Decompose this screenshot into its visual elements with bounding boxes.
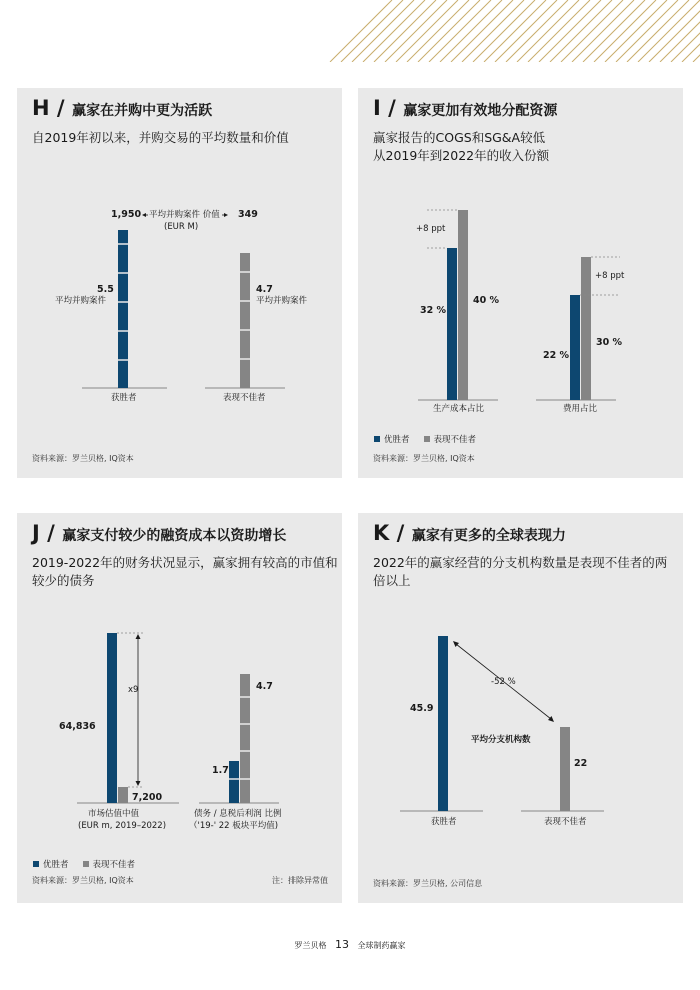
h-arrowhead-left (142, 213, 146, 217)
panel-k-chart (358, 513, 683, 903)
i-bar-g2-winner (570, 295, 580, 400)
legend-winner-label: 优胜者 (384, 435, 410, 445)
i-cat-2: 费用占比 (563, 404, 598, 414)
j-cat-2-line1: 债务 / 息税后利润 比例 (194, 809, 282, 819)
h-loser-value: 349 (238, 209, 258, 220)
i-bar-g1-loser (458, 210, 468, 400)
j-bar-g1-winner (107, 633, 117, 803)
k-winner-value: 45.9 (410, 703, 434, 714)
i-g2-loser-value: 30 % (596, 337, 623, 348)
k-bar-winner (438, 636, 448, 811)
panel-h-source: 资料来源：罗兰贝格, IQ资本 (32, 454, 134, 463)
k-measure-label: 平均分支机构数 (471, 735, 531, 745)
legend-winner (374, 433, 410, 445)
j-bar-g2-winner (229, 761, 239, 803)
legend-winner (33, 858, 69, 870)
k-cat-loser: 表现不佳者 (544, 817, 587, 827)
j-g2-loser-value: 4.7 (256, 681, 273, 692)
decorative-stripe (671, 0, 700, 62)
h-loser-count: 4.7 (256, 284, 273, 295)
panel-h-letter: H / (32, 96, 65, 120)
decorative-stripes (0, 0, 700, 62)
panel-j-letter: J / (32, 521, 55, 545)
page-footer (0, 938, 700, 951)
footer-title: 全球制药赢家 (357, 941, 406, 950)
panel-i-source: 资料来源：罗兰贝格, IQ资本 (373, 454, 475, 463)
panel-h-chart (17, 88, 342, 478)
legend-loser (424, 433, 477, 445)
panel-i-chart (358, 88, 683, 478)
j-cat-2-line2: （'19-' 22 板块平均值) (189, 821, 279, 831)
k-diff: -52 % (491, 677, 516, 687)
j-mult-arrowhead-top (136, 634, 141, 639)
h-bar-loser (240, 253, 250, 388)
k-cat-winner: 获胜者 (431, 817, 457, 827)
legend-loser-label: 表现不佳者 (92, 860, 136, 870)
panel-i-heading: 赢家更加有效地分配资源 (403, 103, 558, 119)
h-winner-value: 1,950 (111, 209, 142, 220)
i-cat-1: 生产成本占比 (433, 404, 485, 414)
panel-j-source: 资料来源：罗兰贝格, IQ资本 (32, 876, 134, 885)
h-bar-winner (118, 230, 128, 388)
panel-h-mna (17, 88, 342, 478)
legend-loser-swatch (83, 861, 89, 867)
legend-winner-swatch (33, 861, 39, 867)
panel-k-global (358, 513, 683, 903)
j-bar-g1-loser (118, 787, 128, 803)
i-g2-diff: +8 ppt (595, 271, 625, 281)
panel-i-subtitle-2: 从2019年到2022年的收入份额 (373, 148, 550, 163)
panel-j-note: 注：排除异常值 (272, 876, 328, 885)
panel-j-financing (17, 513, 342, 903)
page-number: 13 (335, 938, 349, 951)
j-multiplier: x9 (128, 685, 139, 695)
h-value-caption: 平均并购案件 价值 (149, 210, 220, 220)
i-g1-loser-value: 40 % (473, 295, 500, 306)
panel-i-subtitle-1: 赢家报告的COGS和SG&A较低 (373, 130, 546, 145)
i-g1-diff: +8 ppt (416, 224, 446, 234)
decorative-stripe (649, 0, 700, 62)
h-cat-winner: 获胜者 (111, 393, 137, 403)
legend-winner-swatch (374, 436, 380, 442)
panel-k-source: 资料来源：罗兰贝格, 公司信息 (373, 879, 483, 888)
decorative-stripe (693, 0, 700, 62)
h-winner-count-label: 平均并购案件 (55, 296, 107, 306)
panel-j-chart (17, 513, 342, 903)
i-g1-winner-value: 32 % (420, 305, 447, 316)
panel-j-subtitle-1: 2019-2022年的财务状况显示，赢家拥有较高的市值和 (32, 555, 338, 570)
i-g2-winner-value: 22 % (543, 350, 570, 361)
j-mult-arrowhead-bottom (136, 781, 141, 786)
panel-i-resources (358, 88, 683, 478)
i-bar-g2-loser (581, 257, 591, 400)
panel-i-letter: I / (373, 96, 396, 120)
panel-k-letter: K / (373, 521, 405, 545)
k-bar-loser (560, 727, 570, 811)
panel-h-heading: 赢家在并购中更为活跃 (72, 103, 213, 119)
legend-loser-swatch (424, 436, 430, 442)
footer-brand: 罗兰贝格 (294, 941, 327, 950)
h-winner-count: 5.5 (97, 284, 114, 295)
panel-k-heading: 赢家有更多的全球表现力 (411, 528, 566, 544)
i-bar-g1-winner (447, 248, 457, 400)
j-cat-1-line1: 市场估值中值 (88, 809, 140, 819)
panel-k-subtitle-2: 倍以上 (373, 573, 411, 588)
panel-j-subtitle-2: 较少的债务 (32, 573, 95, 588)
panel-k-subtitle-1: 2022年的赢家经营的分支机构数量是表现不佳者的两 (373, 555, 668, 570)
panel-j-legend (33, 858, 135, 870)
panel-h-subtitle: 自2019年初以来，并购交易的平均数量和价值 (32, 130, 289, 145)
k-loser-value: 22 (574, 758, 588, 769)
h-value-unit: (EUR M) (164, 222, 199, 232)
panel-j-heading: 赢家支付较少的融资成本以资助增长 (62, 528, 287, 544)
j-g1-loser-value: 7,200 (132, 792, 163, 803)
panel-i-legend (374, 433, 476, 445)
legend-loser-label: 表现不佳者 (433, 435, 477, 445)
legend-winner-label: 优胜者 (43, 860, 69, 870)
h-loser-count-label: 平均并购案件 (256, 296, 308, 306)
j-g1-winner-value: 64,836 (59, 721, 96, 732)
j-bar-g2-loser (240, 674, 250, 803)
j-g2-winner-value: 1.7 (212, 765, 229, 776)
j-cat-1-line2: (EUR m, 2019–2022) (78, 821, 167, 831)
h-arrowhead-right (224, 213, 228, 217)
legend-loser (83, 858, 136, 870)
h-cat-loser: 表现不佳者 (223, 393, 266, 403)
